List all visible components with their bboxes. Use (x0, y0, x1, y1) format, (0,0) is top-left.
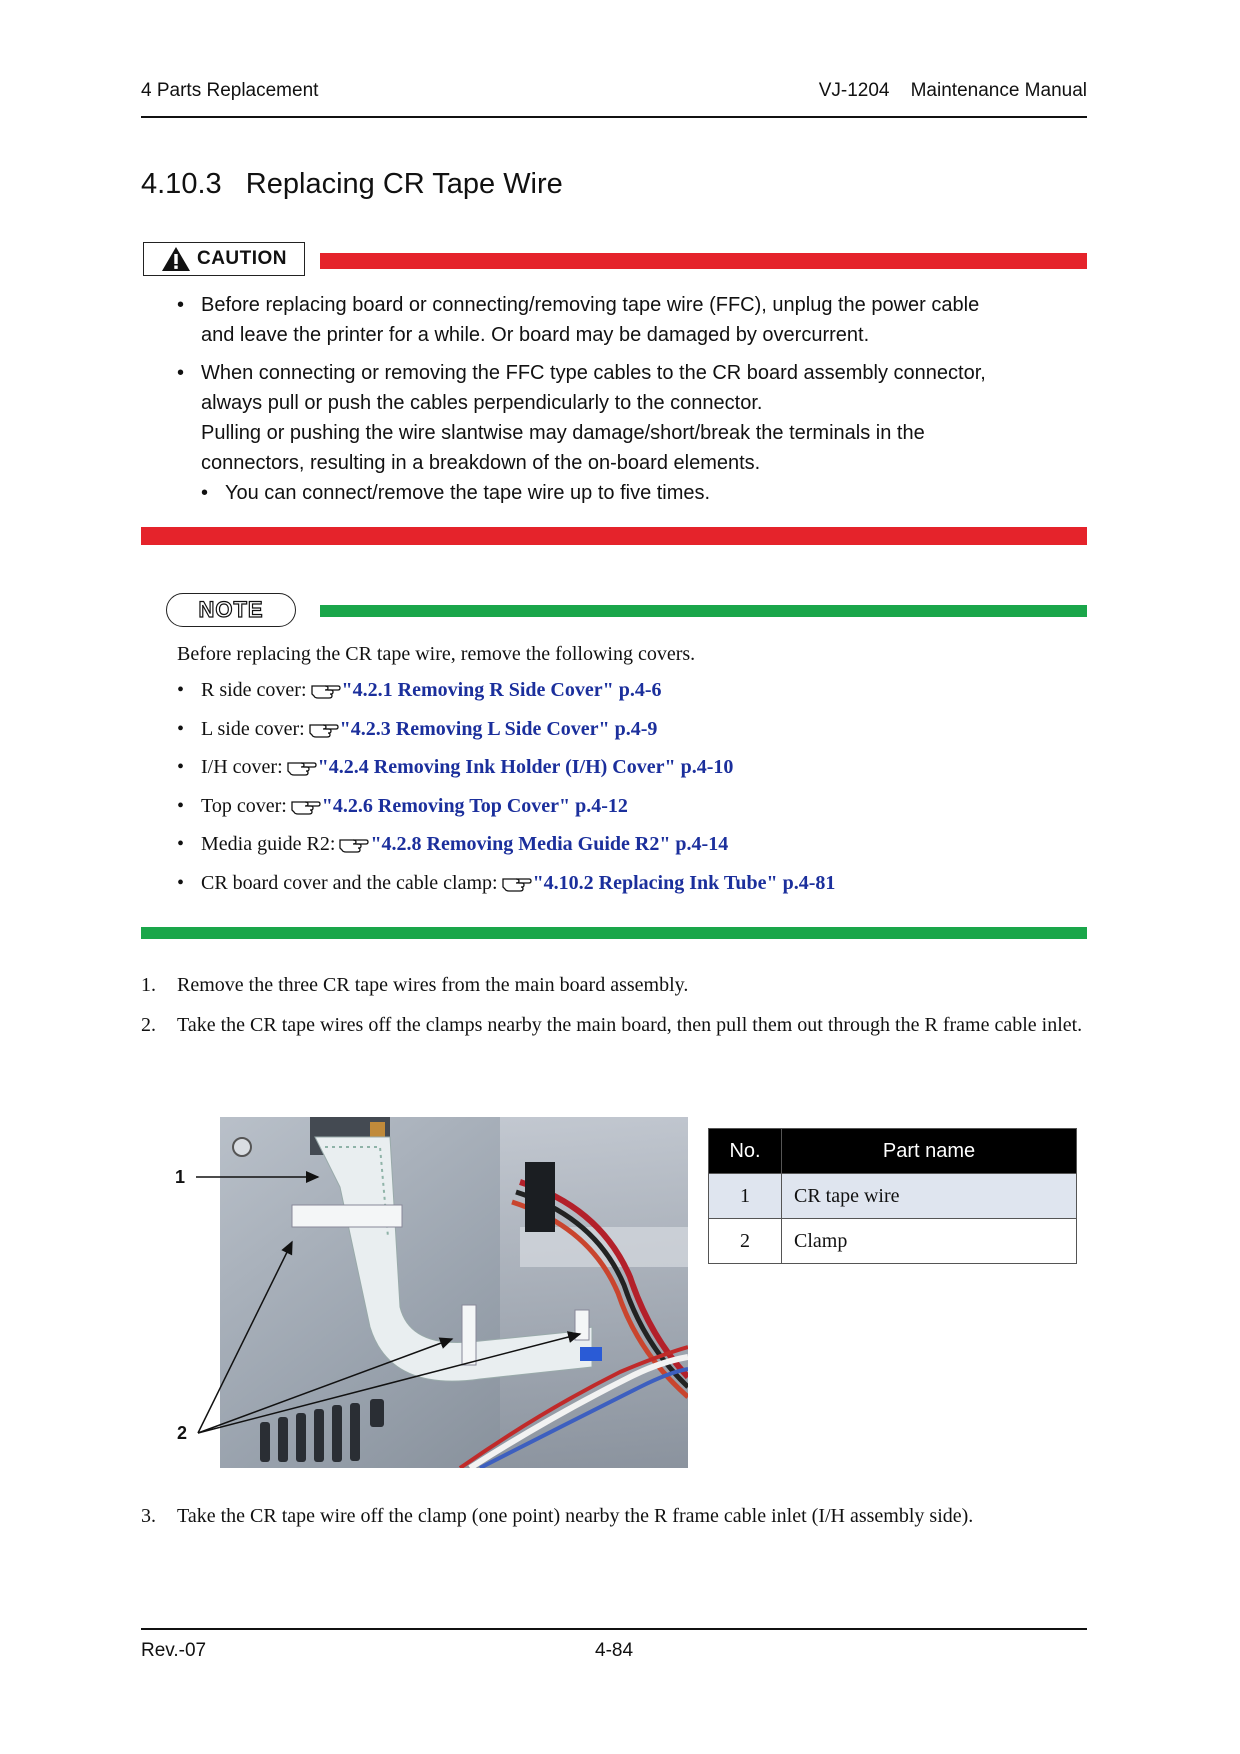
footer-revision: Rev.-07 (141, 1640, 207, 1661)
figure-cr-tape-wire (160, 1110, 690, 1470)
caution-line: and leave the printer for a while. Or board may be damaged by overcurrent. (201, 324, 870, 346)
cross-reference-link[interactable]: "4.2.4 Removing Ink Holder (I/H) Cover" p.4-10 (317, 756, 734, 779)
cross-reference-link[interactable]: "4.2.6 Removing Top Cover" p.4-12 (321, 794, 628, 817)
column-header-part-name: Part name (782, 1129, 1077, 1174)
caution-bar-bottom (141, 527, 1087, 545)
note-item: • R side cover: "4.2.1 Removing R Side Cover" p.4-6 (177, 679, 662, 701)
cross-reference-link[interactable]: "4.2.3 Removing L Side Cover" p.4-9 (339, 717, 658, 740)
caution-label: CAUTION (196, 248, 288, 269)
page-number: 4-84 (595, 1640, 634, 1661)
pointing-hand-icon (287, 756, 317, 776)
column-header-no: No. (709, 1129, 782, 1174)
caution-list (177, 290, 1077, 516)
callout-label-1: 1 (175, 1167, 186, 1187)
table-row (709, 1219, 1077, 1264)
note-item: • Media guide R2: "4.2.8 Removing Media Guide R2" p.4-14 (177, 833, 729, 856)
caution-item: • Before replacing board or connecting/removing tape wire (FFC), unplug the power cable and leave the printer for a while. Or board may be damaged by overcurrent. (177, 290, 1077, 350)
pointing-hand-icon (309, 718, 339, 738)
note-item: • I/H cover: "4.2.4 Removing Ink Holder (I/H) Cover" p.4-10 (177, 756, 734, 779)
page-footer (141, 1628, 1087, 1660)
note-item: • L side cover: "4.2.3 Removing L Side Cover" p.4-9 (177, 717, 658, 740)
procedure-step: 3. Take the CR tape wire off the clamp (one point) nearby the R frame cable inlet (I/H assembly side). (141, 1505, 974, 1527)
caution-sub-item: • You can connect/remove the tape wire up to five times. (201, 482, 711, 504)
table-cell-part-name: Clamp (782, 1219, 1077, 1264)
pointing-hand-icon (502, 872, 532, 892)
note-list (177, 673, 835, 905)
header-chapter: 4 Parts Replacement (141, 80, 319, 101)
cross-reference-link[interactable]: "4.10.2 Replacing Ink Tube" p.4-81 (532, 871, 836, 894)
parts-table (708, 1128, 1077, 1264)
procedure-steps (141, 972, 1087, 1052)
caution-bar-top (320, 253, 1087, 269)
note-intro: Before replacing the CR tape wire, remove the following covers. (177, 643, 696, 665)
caution-line: connectors, resulting in a breakdown of the on-board elements. (201, 452, 761, 474)
note-item: • Top cover: "4.2.6 Removing Top Cover" p.4-12 (177, 794, 628, 817)
note-item: • CR board cover and the cable clamp: "4.10.2 Replacing Ink Tube" p.4-81 (177, 871, 836, 894)
page-header (141, 80, 1087, 118)
pointing-hand-icon (311, 679, 341, 699)
note-label: NOTE (198, 597, 264, 622)
callout-label-2: 2 (177, 1423, 188, 1443)
header-manual-title: VJ-1204 Maintenance Manual (818, 80, 1087, 101)
cross-reference-link[interactable]: "4.2.1 Removing R Side Cover" p.4-6 (341, 679, 662, 701)
table-row (709, 1174, 1077, 1219)
warning-triangle-icon (161, 246, 191, 272)
caution-line: Before replacing board or connecting/removing tape wire (FFC), unplug the power cable (201, 294, 980, 316)
caution-badge (143, 242, 305, 276)
table-cell-no: 2 (709, 1219, 782, 1264)
table-header-row (709, 1129, 1077, 1174)
pointing-hand-icon (291, 795, 321, 815)
caution-item: • When connecting or removing the FFC type cables to the CR board assembly connector, always pull or push the cables perpendicularly to the connector. Pulling or pushing the wire slantwise may damage/short/break the terminals in the connectors, resulting in a breakdown of the on-board elements. • You can connect/remove the tape wire up to five times. (177, 358, 1077, 508)
table-cell-part-name: CR tape wire (782, 1174, 1077, 1219)
note-badge (166, 593, 296, 627)
callout-arrows (160, 1110, 690, 1470)
note-bar-bottom (141, 927, 1087, 939)
section-title: 4.10.3 Replacing CR Tape Wire (141, 168, 563, 200)
note-bar-top (320, 605, 1087, 617)
table-cell-no: 1 (709, 1174, 782, 1219)
cross-reference-link[interactable]: "4.2.8 Removing Media Guide R2" p.4-14 (370, 833, 729, 856)
caution-line: When connecting or removing the FFC type cables to the CR board assembly connector, (201, 362, 986, 384)
caution-line: always pull or push the cables perpendicularly to the connector. (201, 392, 763, 414)
caution-line: Pulling or pushing the wire slantwise may damage/short/break the terminals in the (201, 422, 925, 444)
pointing-hand-icon (339, 833, 369, 853)
procedure-step: 1. Remove the three CR tape wires from the main board assembly. (141, 974, 689, 996)
procedure-step: 2. Take the CR tape wires off the clamps nearby the main board, then pull them out through the R frame cable inlet. (141, 1014, 1083, 1036)
